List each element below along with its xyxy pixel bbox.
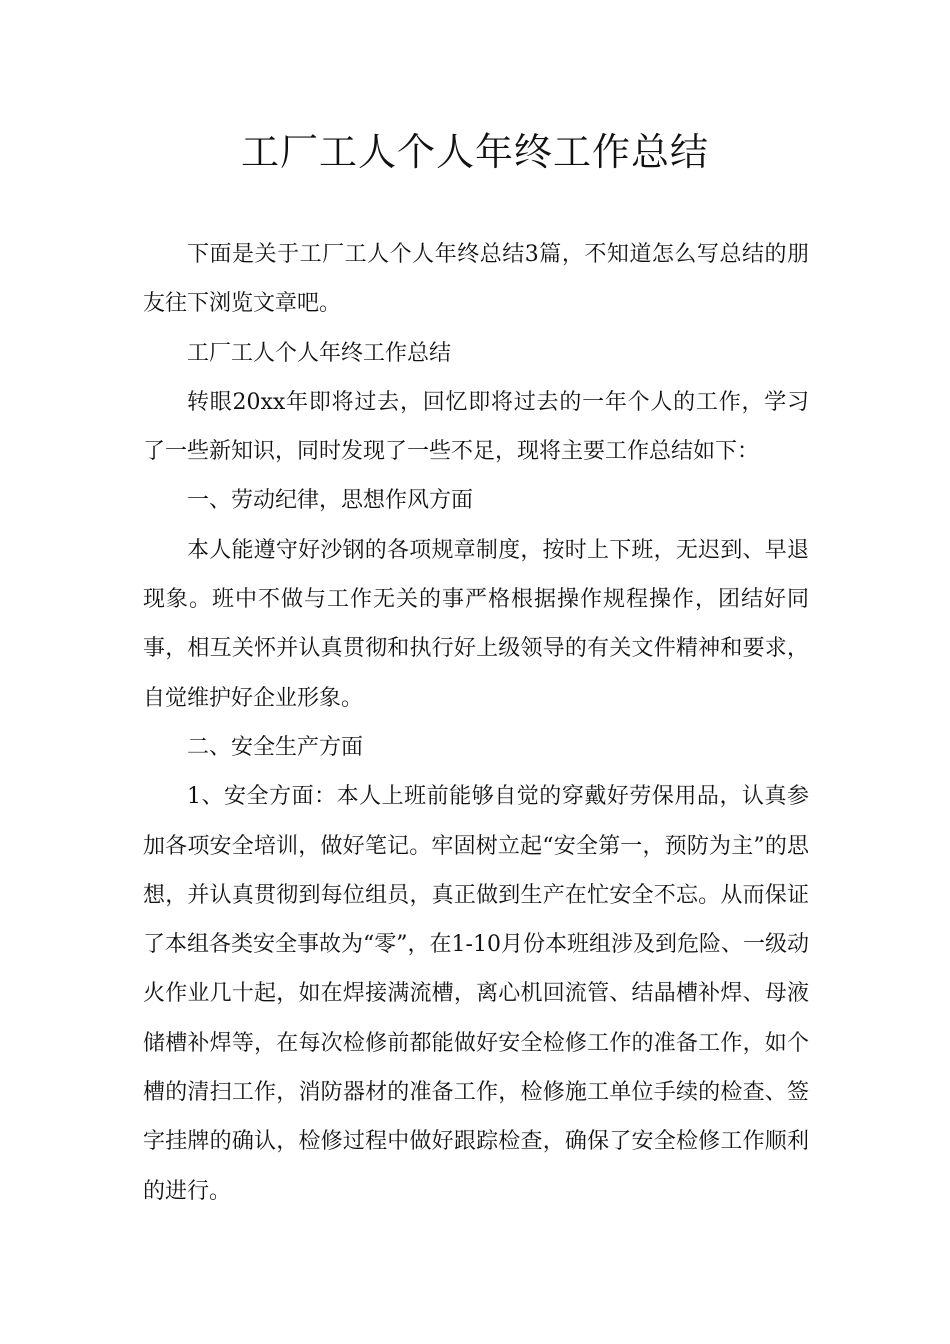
intro-paragraph: 下面是关于工厂工人个人年终总结3篇，不知道怎么写总结的朋友往下浏览文章吧。	[143, 242, 809, 317]
section-heading-safety: 二、安全生产方面	[187, 734, 364, 760]
document-title: 工厂工人个人年终工作总结	[240, 130, 709, 174]
discipline-paragraph: 本人能遵守好沙钢的各项规章制度，按时上下班，无迟到、早退现象。班中不做与工作无关的事严格根据操作规程操作，团结好同事，相互关怀并认真贯彻和执行好上级领导的有关文件精神和要求，自觉维护好企业形象。	[143, 537, 809, 711]
safety-paragraph: 1、安全方面：本人上班前能够自觉的穿戴好劳保用品，认真参加各项安全培训，做好笔记。牢固树立起“安全第一，预防为主”的思想，并认真贯彻到每位组员，真正做到生产在忙安全不忘。从而保证了本组各类安全事故为“零”，在1-10月份本班组涉及到危险、一级动火作业几十起，如在焊接满流槽，离心机回流管、结晶槽补焊、母液储槽补焊等，在每次检修前都能做好安全检修工作的准备工作，如个槽的清扫工作，消防器材的准备工作，检修施工单位手续的检查、签字挂牌的确认，检修过程中做好跟踪检查，确保了安全检修工作顺利的进行。	[143, 784, 809, 1204]
document-body	[143, 230, 809, 1216]
section-heading-discipline: 一、劳动纪律，思想作风方面	[187, 488, 474, 514]
subtitle-paragraph: 工厂工人个人年终工作总结	[187, 340, 452, 366]
opening-paragraph: 转眼20xx年即将过去，回忆即将过去的一年个人的工作，学习了一些新知识，同时发现了一些不足，现将主要工作总结如下：	[143, 389, 809, 465]
